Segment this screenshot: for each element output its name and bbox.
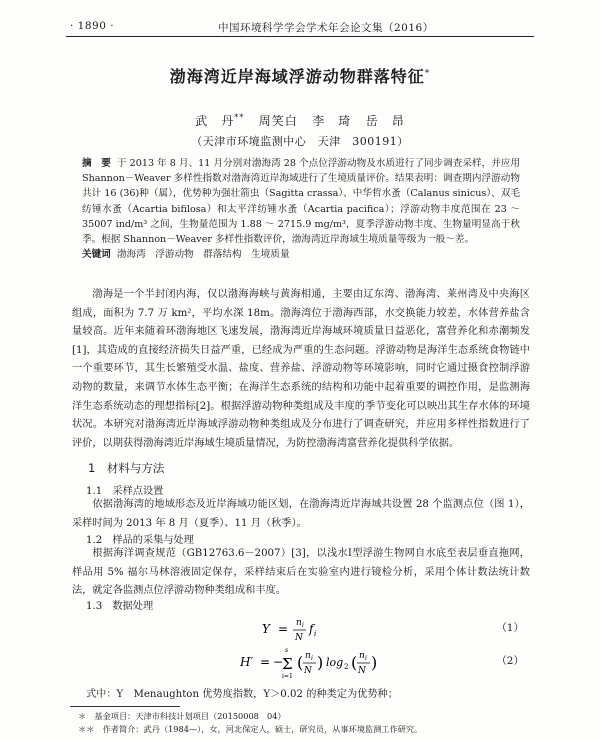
author-name: 武 丹 [195,114,235,128]
footnote-author: ＊＊ 作者简介：武丹（1984—），女，河北保定人，硕士，研究员，从事环境监测工作研究。 [78,724,423,734]
running-header: 中国环境科学学会学术年会论文集（2016） [218,22,434,34]
svg-text:f: f [309,622,314,636]
svg-text:i: i [365,655,367,662]
svg-text:i: i [314,630,317,638]
subsection-heading: 1.1 采样点设置 [86,486,164,497]
subsection-heading: 1.3 数据处理 [86,601,154,612]
page-number: · 1890 · [70,20,115,32]
svg-text:): ) [317,653,324,672]
subsection-heading: 1.2 样品的采集与处理 [86,535,194,546]
author-footnote-mark: ** [234,113,245,122]
equation-2-number: （2） [496,655,524,667]
svg-text:Y: Y [262,622,270,636]
svg-text:log: log [326,656,344,669]
title-footnote-mark: * [424,68,431,79]
intro-paragraph: 渤海是一个半封闭内海，仅以渤海海峡与黄海相通，主要由辽东湾、渤海湾、莱州湾及中央海区组成，面积为 7.7 万 km²，平均水深 18m。渤海湾位于渤海西部，水交换能力较差，水体营养盐含量较高。近年来随着环渤海地区飞速发展，渤海湾近岸海域环境质量日益恶化，富营养化和赤潮频发[1]，其造成的直接经济损失日益严重，已经成为严重的生态问题。浮游动物是海洋生态系统食物链中一个重要环节，其生长繁殖受水温、盐度、营养盐、浮游动物等环境影响，同时它通过摄食控制浮游动物的数量，来调节水体生态平衡；在海洋生态系统的结构和功能中起着重要的调控作用，是监测海洋生态系统动态的理想指标[2]。根据浮游动物种类组成及丰度的季节变化可以映出其生存水体的环境状况。本研究对渤海湾近岸海域浮游动物种类组成及分布进行了调查研究，并应用多样性指数进行了评价，以期获得渤海湾近岸海域生境质量情况，为防控渤海湾富营养化提供科学依据。 [72,289,530,449]
svg-text:(: ( [351,653,358,672]
footnote-funding: ＊ 基金项目：天津市科技计划项目（20150008 04） [78,711,286,721]
svg-text:n: n [296,618,302,628]
svg-text:=: = [260,655,271,669]
section-heading: 1 材料与方法 [88,461,165,475]
abstract-text: 于 2013 年 8 月、11 月分别对渤海湾 28 个点位浮游动物及水质进行了同步调查采样，并应用 Shannon－Weaver 多样性指数对渤海湾近岸海域进行了生境质量评价。结果表明：调查期内浮游动物共计 16 (36)种（属），优势种为强壮箭虫（Sagitta crassa）、中华哲水蚤（Calanus sinicus）、双毛纺锤水蚤（Acartia bifilosa）和太平洋纺锤水蚤（Acartia pacifica）；浮游动物丰度范围在 23 ～ 35007 ind/m³ 之间，生物量范围为 1.88 ～ 2715.9 mg/m³，夏季浮游动物丰度、生物量明显高于秋季。根据 Shannon－Weaver 多样性指数评价，渤海湾近岸海域生境质量等级为一般～差。 [82,158,521,246]
header-rule [66,36,534,37]
sampling-paragraph: 依据渤海湾的地域形态及近岸海域功能区划，在渤海湾近岸海域共设置 28 个监测点位（图 1），采样时间为 2013 年 8 月（夏季）、11 月（秋季）。 [72,499,530,529]
svg-text:i: i [302,622,304,629]
affiliation: （天津市环境监测中心 天津 300191） [191,135,409,148]
equation-1-number: （1） [496,622,524,634]
keywords-label: 关键词 [82,249,111,261]
author-name: 周笑白 [258,114,298,128]
equation-explanation: 式中：Y Menaughton 优势度指数，Y＞0.02 的种类定为优势种； [86,689,398,700]
svg-text:): ) [371,653,378,672]
author-name: 岳 昂 [365,114,405,128]
svg-text:(: ( [297,653,304,672]
abstract [82,156,520,262]
abstract-label: 摘 要 [82,158,111,169]
svg-text:i: i [311,655,313,662]
svg-text:−: − [273,655,284,669]
svg-text:n: n [305,651,311,661]
svg-text:Σ: Σ [282,655,293,673]
svg-text:N: N [358,666,366,676]
footnote-rule [70,706,180,707]
title-text: 渤海湾近岸海域浮游动物群落特征 [169,67,425,86]
svg-text:n: n [359,651,365,661]
svg-text:i=1: i=1 [282,673,293,680]
svg-text:N: N [295,633,303,643]
processing-paragraph: 根据海洋调查规范（GB12763.6－2007）[3]，以浅水Ⅰ型浮游生物网自水底至表层垂直拖网，样品用 5% 福尔马林溶液固定保存，采样结束后在实验室内进行镜检分析，采用个体计数法统计数法，就定各监测点位浮游动物种类组成和丰度。 [72,548,530,597]
svg-text:s: s [285,647,289,654]
svg-text:=: = [278,622,289,636]
author-name: 李 琦 [312,114,352,128]
author-list [0,112,600,129]
svg-text:N: N [304,666,312,676]
svg-text:H′: H′ [240,655,254,669]
paper-title [0,64,600,87]
keywords: 渤海湾 浮游动物 群落结构 生境质量 [116,249,290,261]
svg-text:2: 2 [344,663,349,671]
